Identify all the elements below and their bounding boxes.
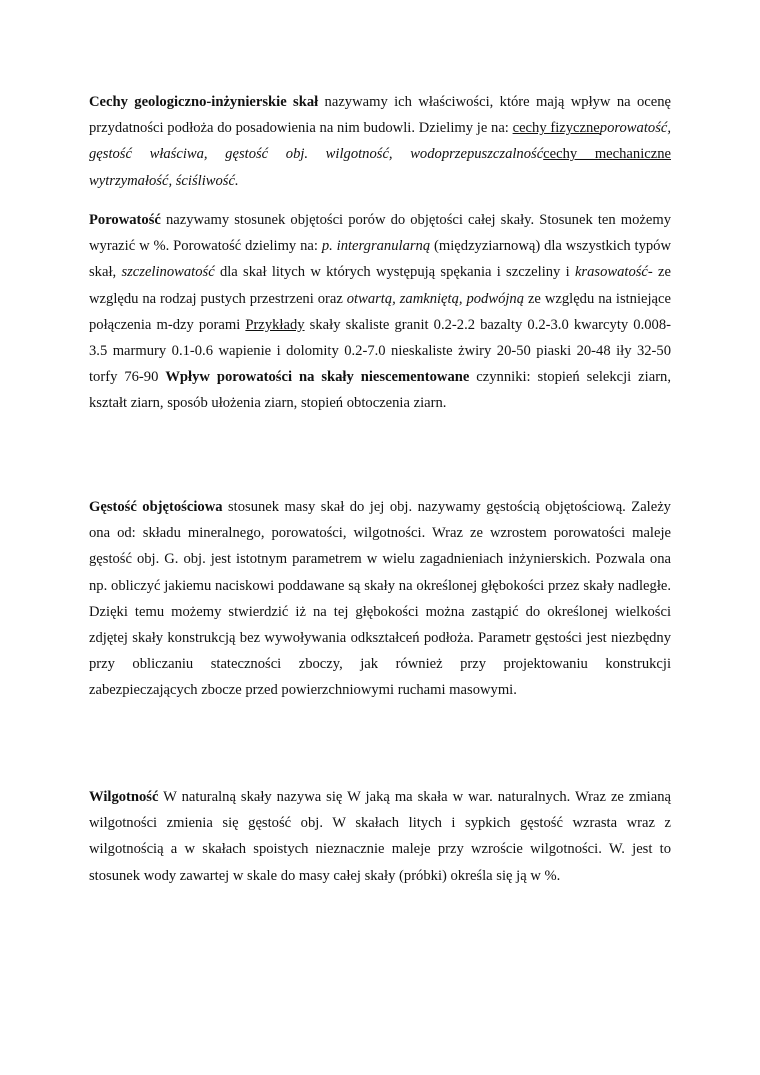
porosity-type-fracture: szczelinowatość [121,264,215,281]
term-bulk-density: Gęstość objętościowa [89,499,223,515]
term-geotechnical-properties: Cechy geologiczno-inżynierskie skał [89,94,319,110]
term-porosity: Porowatość [89,212,161,228]
paragraph-geotechnical-properties [89,89,671,194]
text: - ze względu na rodzaj pustych przestrzeni oraz [89,264,671,307]
text: (międzyziarnową) dla wszystkich typów skał, [89,238,672,281]
link-mechanical-properties: cechy mechaniczne [543,146,671,163]
text: nazywamy stosunek objętości porów do objętości całej skały. Stosunek ten możemy wyrazić w %. Porowatość dzielimy na: [89,212,671,255]
paragraph-porosity [89,207,671,417]
text: dla skał litych w których występują spękania i szczeliny i [214,264,575,281]
text: W naturalną skały nazywa się W jaką ma skała w war. naturalnych. Wraz ze zmianą wilgotności zmienia się gęstość obj. W skałach litych i sypkich gęstość wzrasta wraz z wilgotnością a w skałach spoistych nieznacznie maleje przy wzroście wilgotności. W. jest to stosunek wody zawartej w skale do masy całej skały (próbki) określa się ją w %. [89,789,671,884]
mechanical-properties-list: wytrzymałość, ściśliwość [89,172,235,189]
porosity-type-intergranular: p. intergranularną [321,238,431,255]
text: stosunek masy skał do jej obj. nazywamy gęstością objętościową. Zależy ona od: składu mineralnego, porowatości, wilgotności. Wraz ze wzrostem porowatości maleje gęstość obj. G. obj. jest istotnym parametrem w wielu zagadnieniach inżynierskich. Pozwala ona np. obliczyć jakiemu naciskowi poddawane są skały na określonej głębokości przez skały nadległe. Dzięki temu możemy stwierdzić iż na tej głębokości można zastąpić do określonej wielkości zdjętej skały konstrukcją bez wywoływania odkształceń podłoża. Parametr gęstości jest niezbędny przy obliczaniu stateczności zboczy, jak również przy projektowaniu konstrukcji zabezpieczających zbocze przed powierzchniowymi ruchami masowymi. [89,499,671,699]
porosity-type-karst: krasowatość [574,264,648,281]
paragraph-bulk-density [89,494,671,704]
text: czynniki: stopień selekcji ziarn, kształt ziarn, sposób ułożenia ziarn, stopień obtoczenia ziarn. [89,369,671,412]
text: nazywamy ich właściwości, które mają wpływ na ocenę przydatności podłoża do posadowienia na nim budowli. Dzielimy je na: [89,94,671,137]
term-porosity-influence: Wpływ porowatości na skały niescementowane [165,369,470,386]
physical-properties-list: porowatość, gęstość właściwa, gęstość obj. wilgotność, wodoprzepuszczalność [89,120,671,163]
paragraph-moisture [89,784,671,889]
term-moisture: Wilgotność [89,789,159,805]
porosity-type-connectivity: otwartą, zamkniętą, podwójną [346,290,525,307]
text: . [234,172,239,189]
text: ze względu na istniejące połączenia m-dzy porami [89,290,671,333]
link-physical-properties: cechy fizyczne [512,120,600,137]
porosity-examples: skały skaliste granit 0.2-2.2 bazalty 0.2-3.0 kwarcyty 0.008-3.5 marmury 0.1-0.6 wapienie i dolomity 0.2-7.0 nieskaliste żwiry 20-50 piaski 20-48 iły 32-50 torfy 76-90 [89,316,671,386]
examples-label: Przykłady [245,316,305,333]
